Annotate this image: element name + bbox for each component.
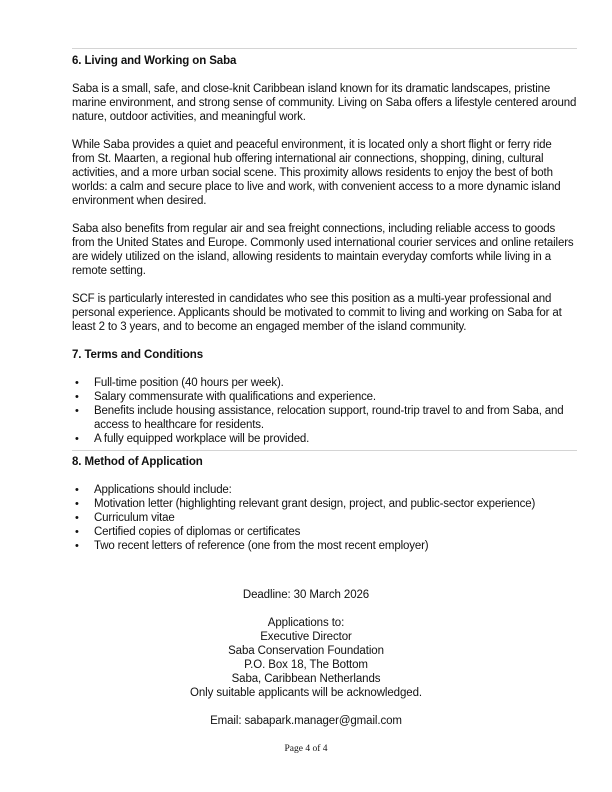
list-item	[72, 497, 577, 511]
section-heading-terms: 7. Terms and Conditions	[72, 349, 204, 361]
bullet-icon: •	[75, 377, 79, 389]
paragraph-st-maarten: While Saba provides a quiet and peaceful environment, it is located only a short flight or ferry ride from St. Maarten, a regional hub offering international air connections, shopping, dining, cultural activities, and a more urban social scene. This proximity allows residents to enjoy the best of both worlds: a calm and secure place to live and work, with convenient access to a more dynamic island environment when desired.	[72, 139, 561, 207]
section-heading-living-working: 6. Living and Working on Saba	[72, 55, 237, 67]
bullet-icon: •	[75, 498, 79, 510]
list-item-text: A fully equipped workplace will be provided.	[94, 433, 310, 445]
address-line: P.O. Box 18, The Bottom	[244, 659, 368, 671]
document-page	[72, 48, 577, 553]
list-item-text: Curriculum vitae	[94, 512, 175, 524]
bullet-icon: •	[75, 391, 79, 403]
section-heading-application: 8. Method of Application	[72, 456, 203, 468]
bullet-icon: •	[75, 512, 79, 524]
bullet-icon: •	[75, 484, 79, 496]
paragraph-island-intro: Saba is a small, safe, and close-knit Caribbean island known for its dramatic landscapes, pristine marine environment, and strong sense of community. Living on Saba offers a lifestyle centered around nature, outdoor activities, and meaningful work.	[72, 83, 577, 123]
list-item-text: Motivation letter (highlighting relevant grant design, project, and public-sector experience)	[94, 498, 536, 510]
acknowledgement-note: Only suitable applicants will be acknowledged.	[190, 687, 422, 699]
bullet-icon: •	[75, 405, 79, 417]
address-line: Applications to:	[267, 617, 345, 629]
list-item	[72, 539, 577, 553]
address-line: Executive Director	[260, 631, 352, 643]
list-item	[72, 511, 577, 525]
address-line: Saba, Caribbean Netherlands	[231, 673, 381, 685]
paragraph-commitment: SCF is particularly interested in candidates who see this position as a multi-year professional and personal experience. Applicants should be motivated to commit to living and working on Saba for at least 2 to 3 years, and to become an engaged member of the island community.	[72, 293, 562, 333]
list-item	[72, 525, 577, 539]
page-number: Page 4 of 4	[284, 744, 328, 754]
list-item-text: Full-time position (40 hours per week).	[94, 377, 284, 389]
list-item	[72, 404, 577, 432]
list-item-text: Salary commensurate with qualifications and experience.	[94, 391, 376, 403]
contact-email: Email: sabapark.manager@gmail.com	[210, 715, 402, 727]
list-item-text: Applications should include:	[94, 484, 232, 496]
list-item-text: Two recent letters of reference (one from the most recent employer)	[94, 540, 429, 552]
address-block	[0, 616, 612, 700]
bullet-icon: •	[75, 433, 79, 445]
bullet-icon: •	[75, 526, 79, 538]
terms-list	[72, 376, 577, 446]
bullet-icon: •	[75, 540, 79, 552]
paragraph-freight: Saba also benefits from regular air and sea freight connections, including reliable access to goods from the United States and Europe. Commonly used international courier services and online retailers are widely utilized on the island, allowing residents to maintain everyday comforts while living in a remote setting.	[72, 223, 574, 277]
list-item	[72, 376, 577, 390]
deadline: Deadline: 30 March 2026	[242, 589, 370, 601]
list-item-text: Certified copies of diplomas or certificates	[94, 526, 301, 538]
address-line: Saba Conservation Foundation	[228, 645, 384, 657]
list-item	[72, 432, 577, 446]
list-item-text: Benefits include housing assistance, relocation support, round-trip travel to and from Saba, and access to healthcare for residents.	[94, 405, 564, 431]
list-item	[72, 390, 577, 404]
application-list	[72, 483, 577, 553]
list-item	[72, 483, 577, 497]
